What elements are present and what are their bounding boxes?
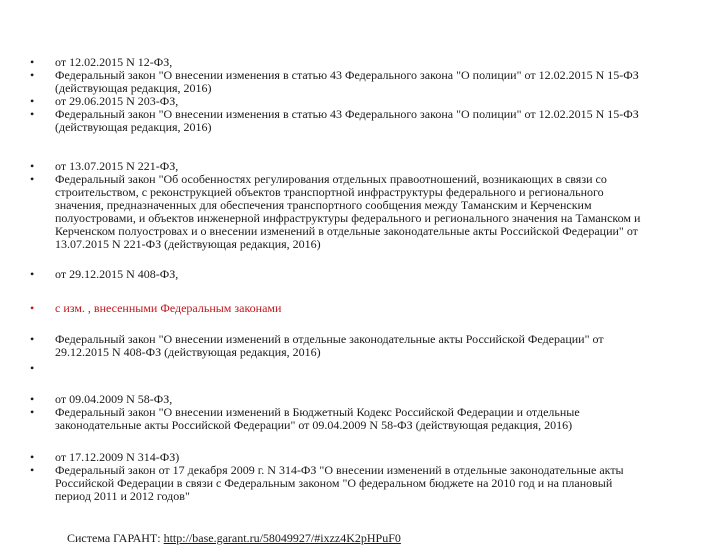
bullet: • bbox=[30, 332, 35, 346]
list-item-text: Российской Федерации в связи с Федеральным законом "О федеральном бюджете на 2010 год и на плановый bbox=[55, 476, 613, 490]
list-item-continuation bbox=[0, 419, 720, 432]
list-item bbox=[0, 302, 720, 315]
list-item-text: от 09.04.2009 N 58-ФЗ, bbox=[55, 392, 173, 406]
list-item-text: от 29.06.2015 N 203-ФЗ, bbox=[55, 94, 179, 108]
bullet: • bbox=[30, 107, 35, 121]
bullet: • bbox=[30, 463, 35, 477]
list-item-text: Керченском полуостровах и о внесении изменений в отдельные законодательные акты Российской Федерации" от bbox=[55, 224, 638, 238]
list-item-continuation bbox=[0, 121, 720, 134]
list-item-text: Федеральный закон "О внесении изменений в отдельные законодательные акты Российской Федерации" от bbox=[55, 332, 604, 346]
list-item-text: законодательные акты Российской Федерации" от 09.04.2009 N 58-ФЗ (действующая редакция, 2016) bbox=[55, 418, 573, 432]
list-item-text: (действующая редакция, 2016) bbox=[55, 81, 212, 95]
list-item-continuation bbox=[0, 346, 720, 359]
bullet: • bbox=[30, 68, 35, 82]
list-item-text: от 17.12.2009 N 314-ФЗ) bbox=[55, 450, 180, 464]
bullet: • bbox=[30, 172, 35, 186]
list-item-text: Федеральный закон "О внесении изменений в Бюджетный Кодекс Российской Федерации и отдельные bbox=[55, 405, 580, 419]
bullet: • bbox=[30, 405, 35, 419]
list-item-text: от 29.12.2015 N 408-ФЗ, bbox=[55, 267, 179, 281]
list-item-continuation bbox=[0, 490, 720, 503]
bullet: • bbox=[30, 267, 35, 281]
bullet: • bbox=[30, 94, 35, 108]
list-item-text: (действующая редакция, 2016) bbox=[55, 120, 212, 134]
amendment-group-6 bbox=[0, 393, 720, 432]
amendment-group-2 bbox=[0, 160, 720, 251]
list-item-text: Федеральный закон от 17 декабря 2009 г. N 314-ФЗ "О внесении изменений в отдельные законодательные акты bbox=[55, 463, 624, 477]
list-item-text: с изм. , внесенными Федеральным законами bbox=[55, 301, 282, 315]
list-item-text: значения, предназначенных для обеспечения транспортного сообщения между Таманским и Керченским bbox=[55, 198, 592, 212]
amendment-group-4 bbox=[0, 302, 720, 315]
source-link[interactable]: http://base.garant.ru/58049927/#ixzz4K2pHPuF0 bbox=[163, 531, 401, 545]
list-item-text: строительством, с реконструкцией объектов транспортной инфраструктуры федерального и регионального bbox=[55, 185, 604, 199]
list-item-text: период 2011 и 2012 годов" bbox=[55, 489, 190, 503]
list-item-text: Федеральный закон "О внесении изменения в статью 43 Федерального закона "О полиции" от 12.02.2015 N 15-ФЗ bbox=[55, 107, 639, 121]
amendment-group-1 bbox=[0, 56, 720, 134]
source-footer bbox=[55, 517, 401, 559]
bullet: • bbox=[30, 159, 35, 173]
list-item-text: от 13.07.2015 N 221-ФЗ, bbox=[55, 159, 179, 173]
list-item-continuation bbox=[0, 238, 720, 251]
bullet: • bbox=[30, 392, 35, 406]
amendment-group-7 bbox=[0, 451, 720, 503]
list-item bbox=[0, 268, 720, 281]
list-item-text: полуостровами, и объектов инженерной инфраструктуры федерального и регионального значения на Таманском и bbox=[55, 211, 641, 225]
list-item bbox=[0, 362, 720, 375]
list-item-text: Федеральный закон "Об особенностях регулирования отдельных правоотношений, возникающих в связи со bbox=[55, 172, 607, 186]
bullet: • bbox=[30, 450, 35, 464]
source-prefix: Система ГАРАНТ: bbox=[67, 531, 164, 545]
list-item-text: от 12.02.2015 N 12-ФЗ, bbox=[55, 55, 173, 69]
list-item-text: 29.12.2015 N 408-ФЗ (действующая редакция, 2016) bbox=[55, 345, 321, 359]
list-item-text: 13.07.2015 N 221-ФЗ (действующая редакция, 2016) bbox=[55, 237, 321, 251]
amendment-group-3 bbox=[0, 268, 720, 281]
list-item-text: Федеральный закон "О внесении изменения в статью 43 Федерального закона "О полиции" от 12.02.2015 N 15-ФЗ bbox=[55, 68, 639, 82]
amendment-group-5 bbox=[0, 333, 720, 375]
bullet: • bbox=[30, 55, 35, 69]
bullet: • bbox=[30, 301, 35, 315]
bullet: • bbox=[30, 361, 35, 375]
